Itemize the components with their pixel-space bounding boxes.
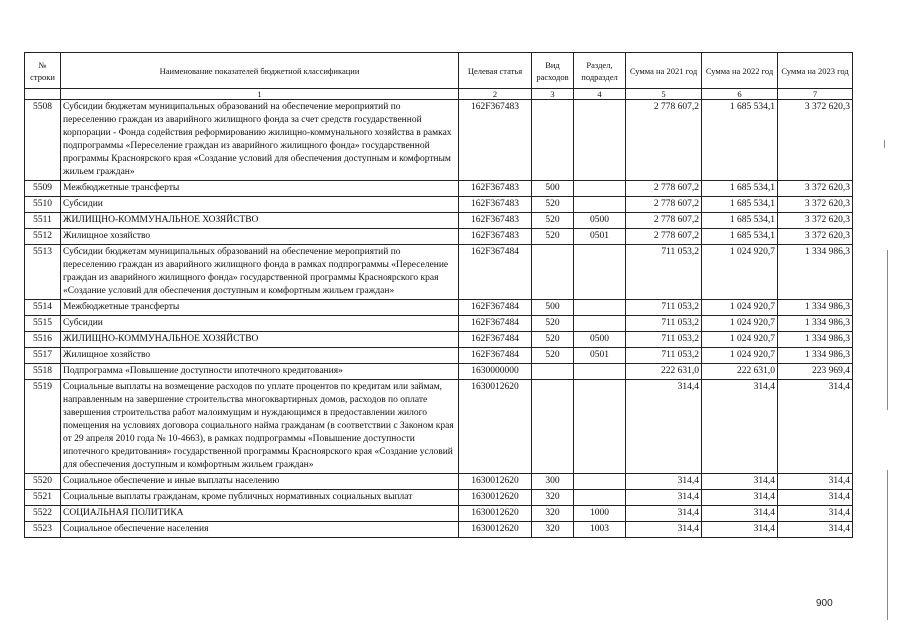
row-number-cell: 5516 xyxy=(25,332,61,348)
amount-2021-cell: 314,4 xyxy=(626,490,702,506)
indicator-name-cell: ЖИЛИЩНО-КОММУНАЛЬНОЕ ХОЗЯЙСТВО xyxy=(61,213,459,229)
expense-type-cell xyxy=(532,245,574,300)
amount-2021-cell: 711 053,2 xyxy=(626,300,702,316)
table-row xyxy=(25,522,853,538)
amount-2022-cell: 1 685 534,1 xyxy=(702,213,778,229)
row-number-cell: 5508 xyxy=(25,100,61,181)
header-cell: Раздел, подраздел xyxy=(574,53,626,89)
amount-2023-cell: 314,4 xyxy=(778,490,853,506)
target-article-cell: 162F367483 xyxy=(459,213,532,229)
column-number: 1 xyxy=(61,89,459,100)
amount-2021-cell: 314,4 xyxy=(626,522,702,538)
table-row xyxy=(25,213,853,229)
table-row xyxy=(25,364,853,380)
section-cell xyxy=(574,490,626,506)
amount-2021-cell: 2 778 607,2 xyxy=(626,229,702,245)
expense-type-cell: 520 xyxy=(532,348,574,364)
expense-type-cell xyxy=(532,380,574,474)
amount-2021-cell: 2 778 607,2 xyxy=(626,213,702,229)
amount-2023-cell: 314,4 xyxy=(778,474,853,490)
section-cell: 0500 xyxy=(574,213,626,229)
amount-2022-cell: 314,4 xyxy=(702,522,778,538)
section-cell: 1003 xyxy=(574,522,626,538)
amount-2021-cell: 2 778 607,2 xyxy=(626,181,702,197)
amount-2023-cell: 314,4 xyxy=(778,506,853,522)
row-number-cell: 5510 xyxy=(25,197,61,213)
header-cell: Вид расходов xyxy=(532,53,574,89)
target-article-cell: 162F367484 xyxy=(459,316,532,332)
row-number-cell: 5521 xyxy=(25,490,61,506)
table-row xyxy=(25,245,853,300)
expense-type-cell: 520 xyxy=(532,213,574,229)
table-row xyxy=(25,197,853,213)
amount-2022-cell: 314,4 xyxy=(702,506,778,522)
amount-2022-cell: 222 631,0 xyxy=(702,364,778,380)
amount-2021-cell: 314,4 xyxy=(626,474,702,490)
section-cell xyxy=(574,474,626,490)
table-row xyxy=(25,474,853,490)
expense-type-cell: 520 xyxy=(532,316,574,332)
indicator-name-cell: Подпрограмма «Повышение доступности ипотечного кредитования» xyxy=(61,364,459,380)
page-number: 900 xyxy=(816,598,833,609)
amount-2021-cell: 711 053,2 xyxy=(626,332,702,348)
amount-2022-cell: 1 024 920,7 xyxy=(702,348,778,364)
expense-type-cell: 520 xyxy=(532,332,574,348)
amount-2023-cell: 3 372 620,3 xyxy=(778,213,853,229)
indicator-name-cell: Социальное обеспечение и иные выплаты населению xyxy=(61,474,459,490)
amount-2021-cell: 2 778 607,2 xyxy=(626,197,702,213)
row-number-cell: 5512 xyxy=(25,229,61,245)
header-cell: № строки xyxy=(25,53,61,89)
expense-type-cell: 520 xyxy=(532,229,574,245)
amount-2022-cell: 1 024 920,7 xyxy=(702,245,778,300)
column-number: 4 xyxy=(574,89,626,100)
section-cell xyxy=(574,100,626,181)
column-number: 2 xyxy=(459,89,532,100)
budget-table xyxy=(24,52,853,538)
indicator-name-cell: Жилищное хозяйство xyxy=(61,229,459,245)
column-number: 7 xyxy=(778,89,853,100)
amount-2023-cell: 1 334 986,3 xyxy=(778,316,853,332)
target-article-cell: 162F367483 xyxy=(459,100,532,181)
section-cell xyxy=(574,364,626,380)
target-article-cell: 1630000000 xyxy=(459,364,532,380)
amount-2022-cell: 314,4 xyxy=(702,490,778,506)
target-article-cell: 162F367483 xyxy=(459,229,532,245)
indicator-name-cell: Субсидии xyxy=(61,197,459,213)
table-row xyxy=(25,229,853,245)
row-number-cell: 5519 xyxy=(25,380,61,474)
amount-2023-cell: 3 372 620,3 xyxy=(778,100,853,181)
row-number-cell: 5520 xyxy=(25,474,61,490)
header-cell: Сумма на 2022 год xyxy=(702,53,778,89)
amount-2022-cell: 1 685 534,1 xyxy=(702,181,778,197)
target-article-cell: 1630012620 xyxy=(459,490,532,506)
expense-type-cell: 300 xyxy=(532,474,574,490)
table-row xyxy=(25,181,853,197)
amount-2023-cell: 1 334 986,3 xyxy=(778,300,853,316)
indicator-name-cell: Социальное обеспечение населения xyxy=(61,522,459,538)
amount-2022-cell: 314,4 xyxy=(702,380,778,474)
amount-2023-cell: 314,4 xyxy=(778,380,853,474)
expense-type-cell: 500 xyxy=(532,300,574,316)
scan-margin-mark xyxy=(887,250,888,410)
header-cell: Сумма на 2023 год xyxy=(778,53,853,89)
amount-2023-cell: 3 372 620,3 xyxy=(778,197,853,213)
expense-type-cell: 500 xyxy=(532,181,574,197)
header-row xyxy=(25,53,853,89)
indicator-name-cell: Жилищное хозяйство xyxy=(61,348,459,364)
section-cell xyxy=(574,197,626,213)
indicator-name-cell: Межбюджетные трансферты xyxy=(61,300,459,316)
amount-2023-cell: 3 372 620,3 xyxy=(778,229,853,245)
expense-type-cell: 520 xyxy=(532,197,574,213)
row-number-cell: 5514 xyxy=(25,300,61,316)
amount-2023-cell: 1 334 986,3 xyxy=(778,348,853,364)
amount-2021-cell: 222 631,0 xyxy=(626,364,702,380)
amount-2021-cell: 2 778 607,2 xyxy=(626,100,702,181)
section-cell: 0501 xyxy=(574,348,626,364)
row-number-cell: 5511 xyxy=(25,213,61,229)
indicator-name-cell: СОЦИАЛЬНАЯ ПОЛИТИКА xyxy=(61,506,459,522)
target-article-cell: 1630012620 xyxy=(459,522,532,538)
indicator-name-cell: Межбюджетные трансферты xyxy=(61,181,459,197)
section-cell: 0501 xyxy=(574,229,626,245)
column-number xyxy=(25,89,61,100)
row-number-cell: 5509 xyxy=(25,181,61,197)
target-article-cell: 1630012620 xyxy=(459,474,532,490)
target-article-cell: 162F367484 xyxy=(459,300,532,316)
scan-margin-mark xyxy=(887,470,888,620)
column-number: 3 xyxy=(532,89,574,100)
target-article-cell: 162F367484 xyxy=(459,332,532,348)
amount-2021-cell: 711 053,2 xyxy=(626,316,702,332)
section-cell xyxy=(574,181,626,197)
amount-2022-cell: 1 685 534,1 xyxy=(702,100,778,181)
amount-2021-cell: 711 053,2 xyxy=(626,348,702,364)
section-cell xyxy=(574,380,626,474)
expense-type-cell xyxy=(532,364,574,380)
target-article-cell: 162F367483 xyxy=(459,181,532,197)
amount-2022-cell: 1 024 920,7 xyxy=(702,316,778,332)
section-cell: 1000 xyxy=(574,506,626,522)
indicator-name-cell: Субсидии xyxy=(61,316,459,332)
table-body xyxy=(25,100,853,538)
amount-2021-cell: 314,4 xyxy=(626,380,702,474)
amount-2022-cell: 314,4 xyxy=(702,474,778,490)
row-number-cell: 5515 xyxy=(25,316,61,332)
table-row xyxy=(25,332,853,348)
indicator-name-cell: ЖИЛИЩНО-КОММУНАЛЬНОЕ ХОЗЯЙСТВО xyxy=(61,332,459,348)
amount-2023-cell: 1 334 986,3 xyxy=(778,245,853,300)
expense-type-cell: 320 xyxy=(532,506,574,522)
table-row xyxy=(25,316,853,332)
row-number-cell: 5513 xyxy=(25,245,61,300)
amount-2023-cell: 3 372 620,3 xyxy=(778,181,853,197)
amount-2023-cell: 314,4 xyxy=(778,522,853,538)
header-cell: Целевая статья xyxy=(459,53,532,89)
indicator-name-cell: Субсидии бюджетам муниципальных образований на обеспечение мероприятий по переселению граждан из аварийного жилищного фонда за счет средств государственной корпорации - Фонда содействия реформированию жилищно-коммунального хозяйства в рамках подпрограммы «Переселение граждан из аварийного жилищного фонда» государственной программы Красноярского края «Создание условий для обеспечения доступным и комфортным жильем граждан» xyxy=(61,100,459,181)
amount-2021-cell: 711 053,2 xyxy=(626,245,702,300)
table-row xyxy=(25,348,853,364)
column-number-row xyxy=(25,89,853,100)
indicator-name-cell: Социальные выплаты на возмещение расходов по уплате процентов по кредитам или займам, направленным на завершение строительства многоквартирных домов, расходов по оплате завершения строительства работ малоимущим и нуждающимся в предоставлении жилого помещения на условиях договора социального найма гражданам (в соответствии с Законом края от 29 апреля 2010 года № 10-4663), в рамках подпрограммы «Повышение доступности ипотечного кредитования» государственной программы Красноярского края «Создание условий для обеспечения доступным и комфортным жильем граждан» xyxy=(61,380,459,474)
section-cell: 0500 xyxy=(574,332,626,348)
table-row xyxy=(25,380,853,474)
target-article-cell: 1630012620 xyxy=(459,506,532,522)
expense-type-cell: 320 xyxy=(532,522,574,538)
section-cell xyxy=(574,245,626,300)
column-number: 6 xyxy=(702,89,778,100)
expense-type-cell xyxy=(532,100,574,181)
row-number-cell: 5523 xyxy=(25,522,61,538)
target-article-cell: 162F367483 xyxy=(459,197,532,213)
target-article-cell: 162F367484 xyxy=(459,245,532,300)
row-number-cell: 5517 xyxy=(25,348,61,364)
target-article-cell: 162F367484 xyxy=(459,348,532,364)
column-number: 5 xyxy=(626,89,702,100)
scan-margin-mark xyxy=(884,140,885,148)
expense-type-cell: 320 xyxy=(532,490,574,506)
amount-2022-cell: 1 024 920,7 xyxy=(702,300,778,316)
amount-2022-cell: 1 024 920,7 xyxy=(702,332,778,348)
section-cell xyxy=(574,300,626,316)
indicator-name-cell: Субсидии бюджетам муниципальных образований на обеспечение мероприятий по переселению граждан из аварийного жилищного фонда в рамках подпрограммы «Переселение граждан из аварийного жилищного фонда» государственной программы Красноярского края «Создание условий для обеспечения доступным и комфортным жильем граждан» xyxy=(61,245,459,300)
table-row xyxy=(25,506,853,522)
amount-2022-cell: 1 685 534,1 xyxy=(702,197,778,213)
header-cell: Наименование показателей бюджетной классификации xyxy=(61,53,459,89)
indicator-name-cell: Социальные выплаты гражданам, кроме публичных нормативных социальных выплат xyxy=(61,490,459,506)
amount-2021-cell: 314,4 xyxy=(626,506,702,522)
header-cell: Сумма на 2021 год xyxy=(626,53,702,89)
table-row xyxy=(25,300,853,316)
table-row xyxy=(25,490,853,506)
row-number-cell: 5522 xyxy=(25,506,61,522)
section-cell xyxy=(574,316,626,332)
target-article-cell: 1630012620 xyxy=(459,380,532,474)
row-number-cell: 5518 xyxy=(25,364,61,380)
table-row xyxy=(25,100,853,181)
amount-2022-cell: 1 685 534,1 xyxy=(702,229,778,245)
amount-2023-cell: 223 969,4 xyxy=(778,364,853,380)
amount-2023-cell: 1 334 986,3 xyxy=(778,332,853,348)
